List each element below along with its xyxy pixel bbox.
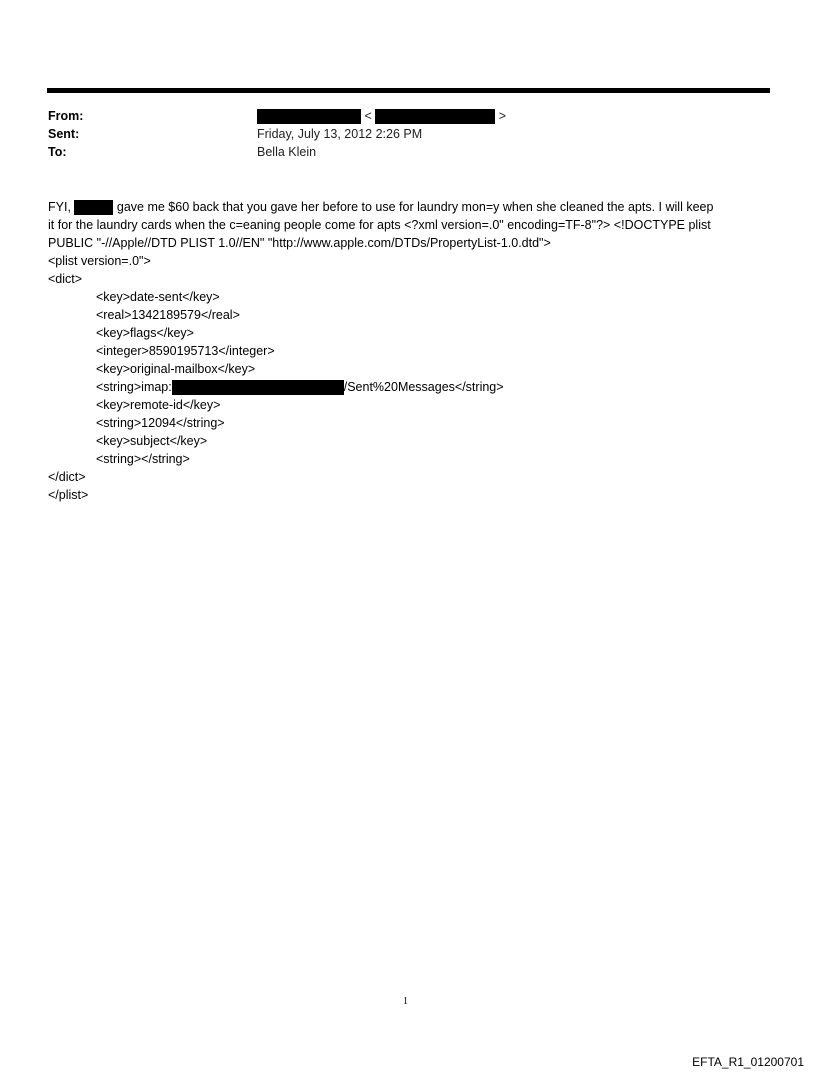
body-line: <key>date-sent</key> [96,290,220,304]
body-line: <key>original-mailbox</key> [96,362,256,376]
header-rule [47,88,770,93]
sent-label: Sent: [48,127,80,141]
body-line: PUBLIC "-//Apple//DTD PLIST 1.0//EN" "http://www.apple.com/DTDs/PropertyList-1.0.dtd"> [48,236,551,250]
body-line [48,198,772,216]
body-line: <string></string> [96,452,190,466]
body-line: <dict> [48,272,83,286]
email-body [48,198,772,504]
body-line: <key>subject</key> [96,434,208,448]
body-line: <real>1342189579</real> [96,308,240,322]
from-lt: < [364,109,372,123]
body-line: <integer>8590195713</integer> [96,344,275,358]
from-gt: > [498,109,507,123]
body-text: /Sent%20Messages</string> [343,380,504,394]
body-line: <string>12094</string> [96,416,225,430]
redaction-box [257,109,361,124]
to-label: To: [48,145,67,159]
from-label: From: [48,109,84,123]
bates-number: EFTA_R1_01200701 [692,1055,804,1069]
body-line: <key>flags</key> [96,326,194,340]
body-line: <key>remote-id</key> [96,398,221,412]
body-text: gave me $60 back that you gave her before to use for laundry mon=y when she cleaned the apts. I will keep [116,200,714,214]
sent-value: Friday, July 13, 2012 2:26 PM [257,127,423,141]
to-value: Bella Klein [257,145,317,159]
body-text: <string>imap: [96,380,172,394]
body-line: it for the laundry cards when the c=eaning people come for apts <?xml version=.0" encoding=TF-8"?> <!DOCTYPE plist [48,218,711,232]
body-line: </plist> [48,488,89,502]
page-number: 1 [403,996,408,1007]
redaction-box [375,109,495,124]
body-text: FYI, [48,200,71,214]
body-line: </dict> [48,470,86,484]
redaction-box [74,200,113,215]
redaction-box [172,380,344,395]
body-line: <plist version=.0"> [48,254,151,268]
body-line [48,378,772,396]
from-value [257,107,506,125]
